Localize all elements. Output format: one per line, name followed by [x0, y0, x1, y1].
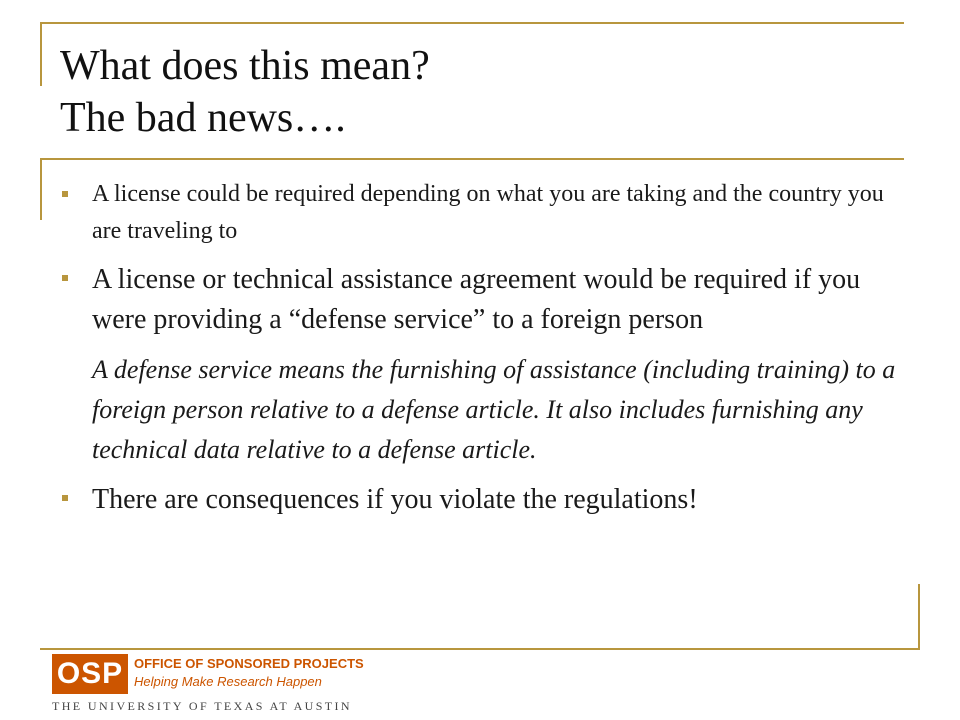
title-underline-rule	[40, 158, 904, 160]
bullet-item	[60, 176, 910, 250]
title-line-1: What does this mean?	[60, 43, 430, 89]
bullet-list	[60, 176, 910, 530]
bullet-item	[60, 480, 910, 520]
bullet-square-icon	[62, 191, 68, 197]
bullet-text: There are consequences if you violate the regulations!	[92, 484, 698, 515]
left-rule-mid	[40, 158, 42, 220]
logo-office-name: OFFICE OF SPONSORED PROJECTS	[134, 656, 364, 671]
osp-logo-mark: OSP	[52, 654, 128, 694]
logo-tagline: Helping Make Research Happen	[134, 674, 322, 689]
bullet-text: A license could be required depending on what you are taking and the country you are traveling to	[92, 181, 884, 244]
bullet-item	[60, 260, 910, 340]
left-rule-top	[40, 22, 42, 86]
defense-service-definition: A defense service means the furnishing of assistance (including training) to a foreign person relative to a defense article. It also includes furnishing any technical data relative to a defense article.	[92, 355, 896, 464]
bottom-rule	[40, 648, 920, 650]
title-line-2: The bad news….	[60, 95, 346, 141]
slide-title	[60, 40, 920, 144]
logo-university: THE UNIVERSITY OF TEXAS AT AUSTIN	[52, 699, 352, 713]
bullet-text: A license or technical assistance agreement would be required if you were providing a “defense service” to a foreign person	[92, 264, 861, 335]
bullet-square-icon	[62, 275, 68, 281]
bullet-square-icon	[62, 495, 68, 501]
top-rule	[40, 22, 904, 24]
right-rule-bottom	[918, 584, 920, 650]
